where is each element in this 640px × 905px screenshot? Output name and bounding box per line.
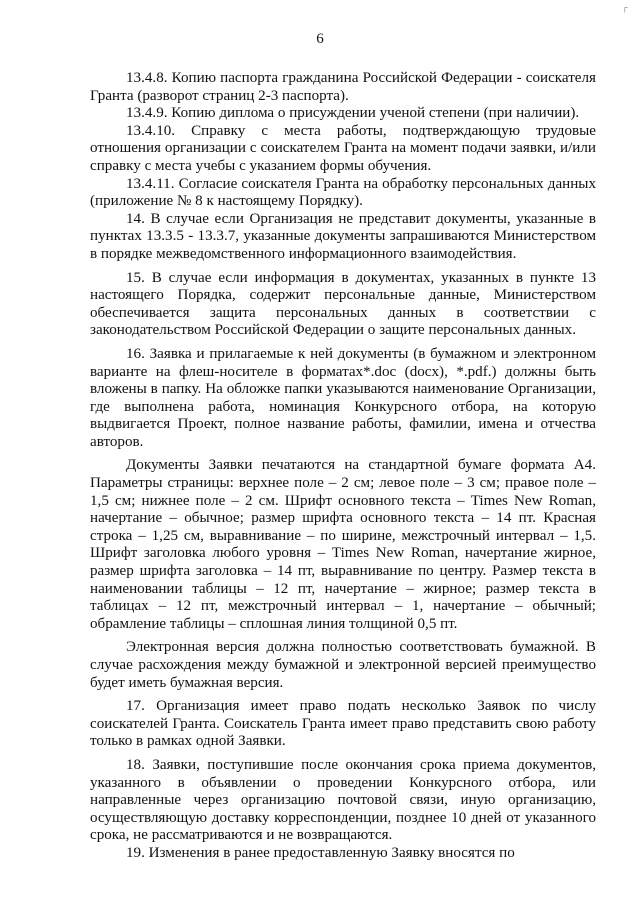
paragraph-electronic-version: Электронная версия должна полностью соответствовать бумажной. В случае расхождения между бумажной и электронной версией преимущество будет иметь бумажная версия. [90,639,596,691]
paragraph-15: 15. В случае если информация в документах, указанных в пункте 13 настоящего Порядка, содержит персональные данные, Министерством обеспечивается защита персональных данных в соответствии с законодательством Российской Федерации о защите персональных данных. [90,269,596,339]
paragraph-17: 17. Организация имеет право подать несколько Заявок по числу соискателей Гранта. Соискатель Гранта имеет право представить свою работу только в рамках одной Заявки. [90,698,596,750]
paragraph-13-4-10: 13.4.10. Справку с места работы, подтверждающую трудовые отношения организации с соискателем Гранта на момент подачи заявки, и/или справку с места учебы с указанием формы обучения. [90,122,596,174]
paragraph-page-format: Документы Заявки печатаются на стандартной бумаге формата А4. Параметры страницы: верхнее поле – 2 см; левое поле – 3 см; правое поле – 1,5 см; нижнее поле – 2 см. Шрифт основного текста – Times New Roman, начертание – обычное; размер шрифта основного текста – 14 пт. Красная строка – 1,25 см, выравнивание – по ширине, межстрочный интервал – 1,5. Шрифт заголовка любого уровня – Times New Roman, начертание жирное, размер шрифта заголовка – 14 пт, выравнивание по центру. Размер текста в наименовании таблицы – 12 пт, начертание – жирное; размер текста в таблицах – 12 пт, межстрочный интервал – 1, начертание – обычный; обрамление таблицы – сплошная линия толщиной 0,5 пт. [90,457,596,632]
document-body [90,70,596,863]
paragraph-18: 18. Заявки, поступившие после окончания срока приема документов, указанного в объявлении о проведении Конкурсного отбора, или направленные через организацию почтовой связи, иную организацию, осуществляющую доставку корреспонденции, позднее 10 дней от указанного срока, не рассматриваются и не возвращаются. [90,756,596,844]
paragraph-19: 19. Изменения в ранее предоставленную Заявку вносятся по [126,844,515,861]
paragraph-13-4-8: 13.4.8. Копию паспорта гражданина Российской Федерации - соискателя Гранта (разворот страниц 2-3 паспорта). [90,70,596,104]
page-number: 6 [316,31,324,47]
paragraph-14: 14. В случае если Организация не представит документы, указанные в пунктах 13.3.5 - 13.3.7, указанные документы запрашиваются Министерством в порядке межведомственного информационного взаимодействия. [90,210,596,262]
paragraph-16: 16. Заявка и прилагаемые к ней документы (в бумажном и электронном варианте на флеш-носителе в форматах*.doc (docx), *.pdf.) должны быть вложены в папку. На обложке папки указываются наименование Организации, где выполнена работа, номинация Конкурсного отбора, на которую выдвигается Проект, полное название работы, фамилии, имена и отчества авторов. [90,345,596,450]
scan-corner-mark: ┌ [622,3,628,12]
paragraph-13-4-9: 13.4.9. Копию диплома о присуждении ученой степени (при наличии). [126,105,580,122]
paragraph-13-4-11: 13.4.11. Согласие соискателя Гранта на обработку персональных данных (приложение № 8 к настоящему Порядку). [90,175,596,210]
